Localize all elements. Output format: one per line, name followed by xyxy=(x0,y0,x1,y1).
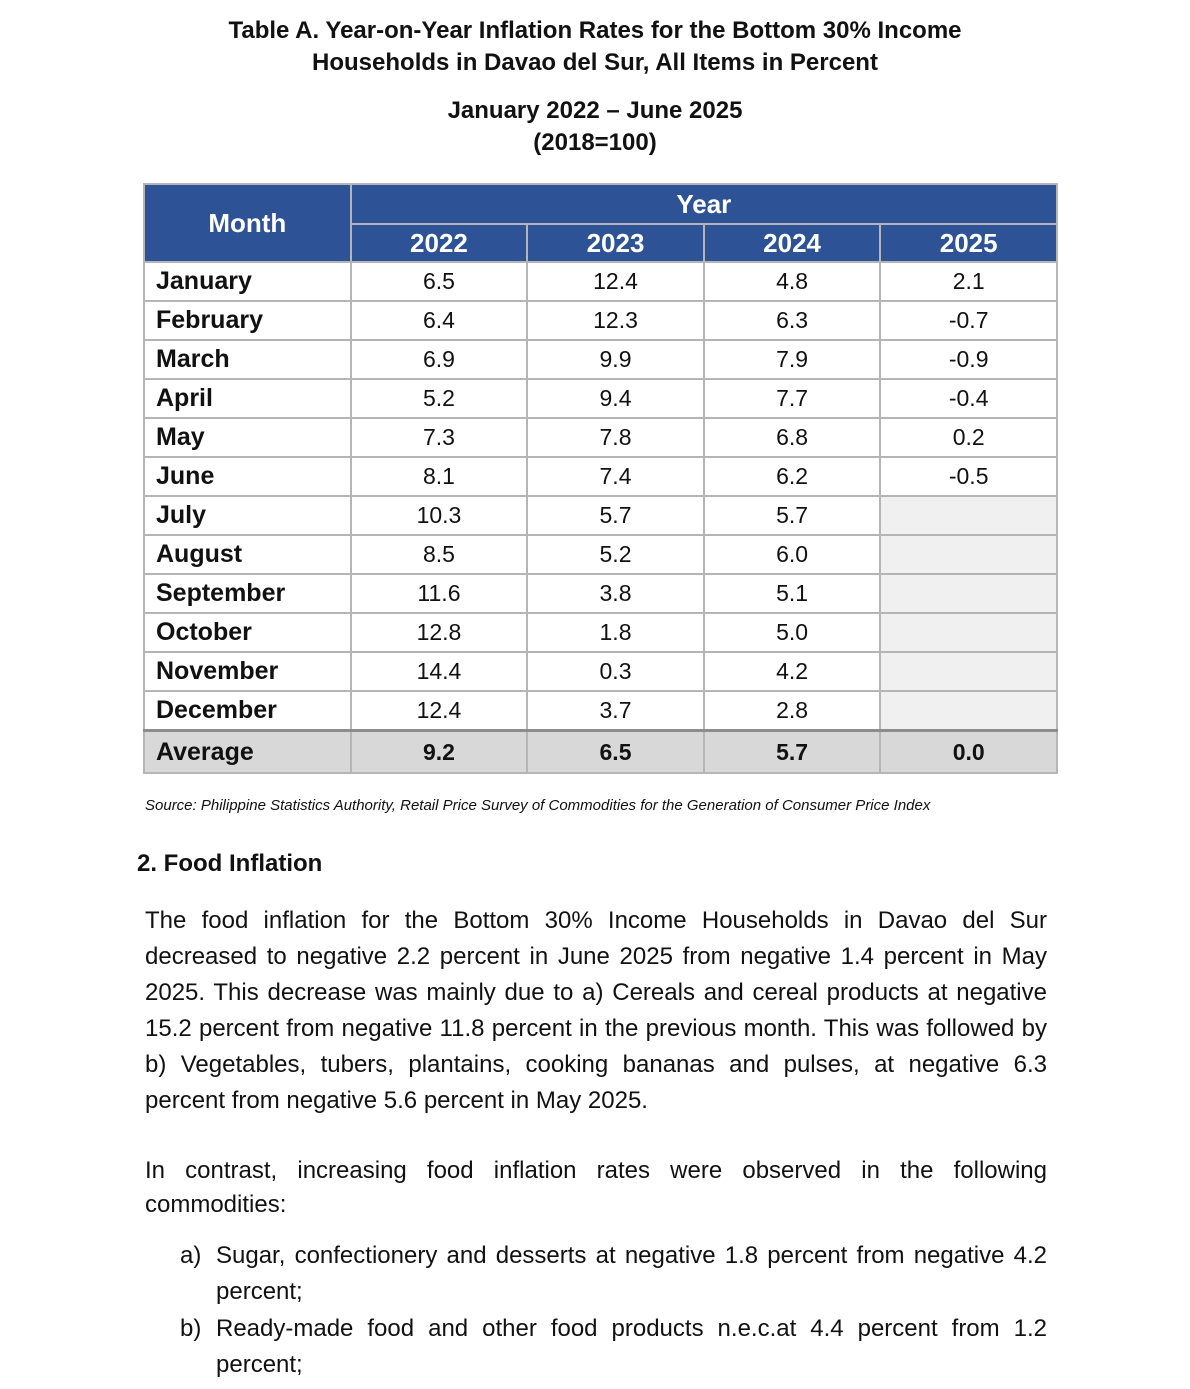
table-row xyxy=(144,691,1057,731)
month-cell: October xyxy=(144,613,351,652)
list-marker: a) xyxy=(180,1242,202,1269)
table-base-year: (2018=100) xyxy=(533,129,657,156)
value-cell: 11.6 xyxy=(351,574,528,613)
value-cell: 12.3 xyxy=(527,301,704,340)
value-cell: 6.0 xyxy=(704,535,881,574)
value-cell: 9.4 xyxy=(527,379,704,418)
table-row xyxy=(144,418,1057,457)
value-cell: 12.4 xyxy=(351,691,528,731)
average-value-cell: 0.0 xyxy=(880,731,1057,774)
month-column-header: Month xyxy=(144,184,351,262)
value-cell: 6.8 xyxy=(704,418,881,457)
year-column-header: 2022 xyxy=(351,224,528,262)
month-cell: January xyxy=(144,262,351,301)
month-cell: November xyxy=(144,652,351,691)
value-cell: 3.7 xyxy=(527,691,704,731)
table-title xyxy=(0,15,1190,79)
value-cell: 2.8 xyxy=(704,691,881,731)
value-cell: 6.5 xyxy=(351,262,528,301)
year-group-header: Year xyxy=(351,184,1057,224)
value-cell: 10.3 xyxy=(351,496,528,535)
value-cell: -0.9 xyxy=(880,340,1057,379)
table-row xyxy=(144,262,1057,301)
value-cell: 7.7 xyxy=(704,379,881,418)
value-cell: 6.9 xyxy=(351,340,528,379)
value-cell: 0.2 xyxy=(880,418,1057,457)
month-cell: March xyxy=(144,340,351,379)
table-body xyxy=(144,262,1057,773)
month-cell: February xyxy=(144,301,351,340)
value-cell: 5.0 xyxy=(704,613,881,652)
month-cell: July xyxy=(144,496,351,535)
table-row xyxy=(144,340,1057,379)
value-cell: 6.4 xyxy=(351,301,528,340)
value-cell: 1.8 xyxy=(527,613,704,652)
average-label-cell: Average xyxy=(144,731,351,774)
value-cell: 7.3 xyxy=(351,418,528,457)
value-cell: 5.7 xyxy=(527,496,704,535)
value-cell xyxy=(880,574,1057,613)
section-heading: 2. Food Inflation xyxy=(137,850,323,877)
month-cell: December xyxy=(144,691,351,731)
value-cell: 6.3 xyxy=(704,301,881,340)
paragraph-food-inflation: The food inflation for the Bottom 30% Income Households in Davao del Sur decreased to negative 2.2 percent in June 2025 from negative 1.4 percent in May 2025. This decrease was mainly due to a) Cereals and cereal products at negative 15.2 percent from negative 11.8 percent in the previous month. This was followed by b) Vegetables, tubers, plantains, cooking bananas and pulses, at negative 6.3 percent from negative 5.6 percent in May 2025. xyxy=(145,907,1047,1114)
value-cell: 7.9 xyxy=(704,340,881,379)
year-column-header: 2024 xyxy=(704,224,881,262)
average-value-cell: 5.7 xyxy=(704,731,881,774)
month-cell: May xyxy=(144,418,351,457)
average-value-cell: 6.5 xyxy=(527,731,704,774)
value-cell: -0.7 xyxy=(880,301,1057,340)
table-row xyxy=(144,652,1057,691)
value-cell: 6.2 xyxy=(704,457,881,496)
value-cell: -0.4 xyxy=(880,379,1057,418)
table-row xyxy=(144,574,1057,613)
month-cell: April xyxy=(144,379,351,418)
table-row xyxy=(144,301,1057,340)
value-cell: 4.2 xyxy=(704,652,881,691)
value-cell xyxy=(880,691,1057,731)
paragraph-contrast: In contrast, increasing food inflation rates were observed in the following commodities: xyxy=(145,1157,1047,1218)
month-cell: June xyxy=(144,457,351,496)
table-title-line-2: Households in Davao del Sur, All Items in Percent xyxy=(312,49,878,76)
value-cell: 5.1 xyxy=(704,574,881,613)
value-cell xyxy=(880,535,1057,574)
list-item-text: Sugar, confectionery and desserts at negative 1.8 percent from negative 4.2 percent; xyxy=(216,1242,1047,1305)
value-cell: 12.4 xyxy=(527,262,704,301)
list-item-text: Ready-made food and other food products n.e.c.at 4.4 percent from 1.2 percent; xyxy=(216,1315,1047,1378)
value-cell: 8.1 xyxy=(351,457,528,496)
value-cell: 8.5 xyxy=(351,535,528,574)
table-row xyxy=(144,613,1057,652)
month-cell: August xyxy=(144,535,351,574)
value-cell: 0.3 xyxy=(527,652,704,691)
value-cell: 5.2 xyxy=(351,379,528,418)
list-item xyxy=(180,1311,1047,1383)
table-row xyxy=(144,379,1057,418)
average-row xyxy=(144,731,1057,774)
list-marker: b) xyxy=(180,1315,202,1342)
source-note: Source: Philippine Statistics Authority, Retail Price Survey of Commodities for the Generation of Consumer Price Index xyxy=(145,797,931,814)
table-row xyxy=(144,457,1057,496)
table-subtitle xyxy=(0,95,1190,159)
value-cell: 5.2 xyxy=(527,535,704,574)
value-cell: 14.4 xyxy=(351,652,528,691)
value-cell xyxy=(880,652,1057,691)
table-title-line-1: Table A. Year-on-Year Inflation Rates for the Bottom 30% Income xyxy=(228,17,962,44)
value-cell: 2.1 xyxy=(880,262,1057,301)
value-cell: -0.5 xyxy=(880,457,1057,496)
value-cell: 5.7 xyxy=(704,496,881,535)
value-cell: 12.8 xyxy=(351,613,528,652)
value-cell: 3.8 xyxy=(527,574,704,613)
year-column-header: 2025 xyxy=(880,224,1057,262)
value-cell xyxy=(880,613,1057,652)
table-row xyxy=(144,535,1057,574)
month-cell: September xyxy=(144,574,351,613)
value-cell: 7.4 xyxy=(527,457,704,496)
value-cell: 4.8 xyxy=(704,262,881,301)
inflation-table xyxy=(143,183,1058,774)
average-value-cell: 9.2 xyxy=(351,731,528,774)
list-item xyxy=(180,1238,1047,1310)
table-row xyxy=(144,496,1057,535)
value-cell xyxy=(880,496,1057,535)
value-cell: 9.9 xyxy=(527,340,704,379)
year-column-header: 2023 xyxy=(527,224,704,262)
value-cell: 7.8 xyxy=(527,418,704,457)
table-period: January 2022 – June 2025 xyxy=(447,97,743,124)
